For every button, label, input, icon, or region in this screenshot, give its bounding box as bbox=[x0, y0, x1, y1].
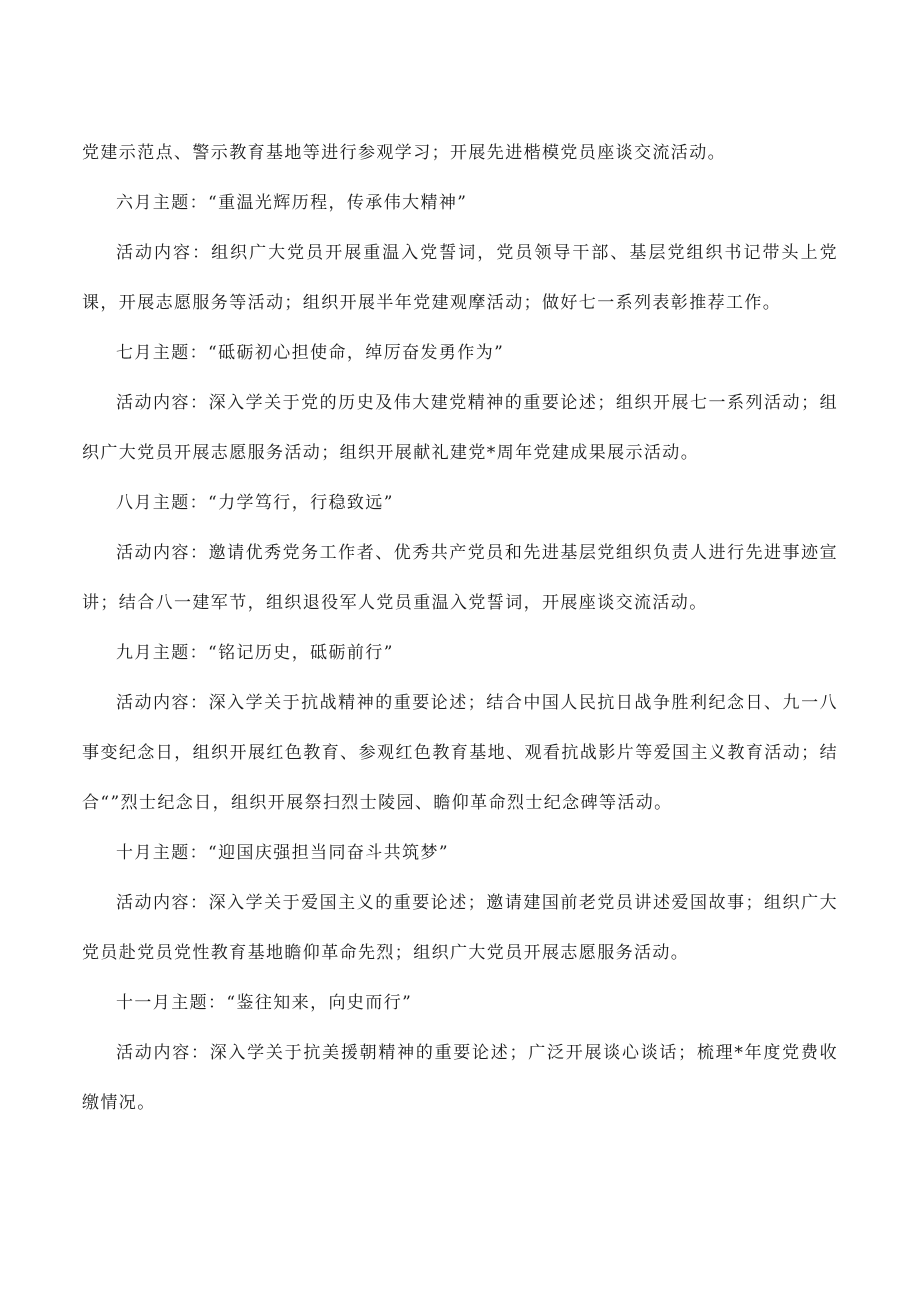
june-activity-content: 活动内容：组织广大党员开展重温入党誓词，党员领导干部、基层党组织书记带头上党课，开展志愿服务等活动；组织开展半年党建观摩活动；做好七一系列表彰推荐工作。 bbox=[82, 243, 838, 313]
july-activity-content: 活动内容：深入学关于党的历史及伟大建党精神的重要论述；组织开展七一系列活动；组织广大党员开展志愿服务活动；组织开展献礼建党*周年党建成果展示活动。 bbox=[82, 393, 838, 463]
paragraph-continuation: 党建示范点、警示教育基地等进行参观学习；开展先进楷模党员座谈交流活动。 bbox=[82, 143, 726, 163]
october-activity-content: 活动内容：深入学关于爱国主义的重要论述；邀请建国前老党员讲述爱国故事；组织广大党员赴党员党性教育基地瞻仰革命先烈；组织广大党员开展志愿服务活动。 bbox=[82, 893, 838, 963]
september-theme-heading: 九月主题：“铭记历史，砥砺前行” bbox=[116, 643, 394, 663]
july-theme-heading: 七月主题：“砥砺初心担使命，绰厉奋发勇作为” bbox=[116, 343, 505, 363]
june-theme-heading: 六月主题：“重温光辉历程，传承伟大精神” bbox=[116, 193, 468, 213]
october-theme-heading: 十月主题：“迎国庆强担当同奋斗共筑梦” bbox=[116, 843, 449, 863]
august-activity-content: 活动内容：邀请优秀党务工作者、优秀共产党员和先进基层党组织负责人进行先进事迹宣讲；结合八一建军节，组织退役军人党员重温入党誓词，开展座谈交流活动。 bbox=[82, 543, 838, 613]
document-body bbox=[82, 128, 838, 1128]
november-theme-heading: 十一月主题：“鉴往知来，向史而行” bbox=[116, 993, 413, 1013]
november-activity-content: 活动内容：深入学关于抗美援朝精神的重要论述；广泛开展谈心谈话；梳理*年度党费收缴情况。 bbox=[82, 1043, 838, 1113]
august-theme-heading: 八月主题：“力学笃行，行稳致远” bbox=[116, 493, 394, 513]
september-activity-content: 活动内容：深入学关于抗战精神的重要论述；结合中国人民抗日战争胜利纪念日、九一八事变纪念日，组织开展红色教育、参观红色教育基地、观看抗战影片等爱国主义教育活动；结合“”烈士纪念日，组织开展祭扫烈士陵园、瞻仰革命烈士纪念碑等活动。 bbox=[82, 693, 838, 813]
